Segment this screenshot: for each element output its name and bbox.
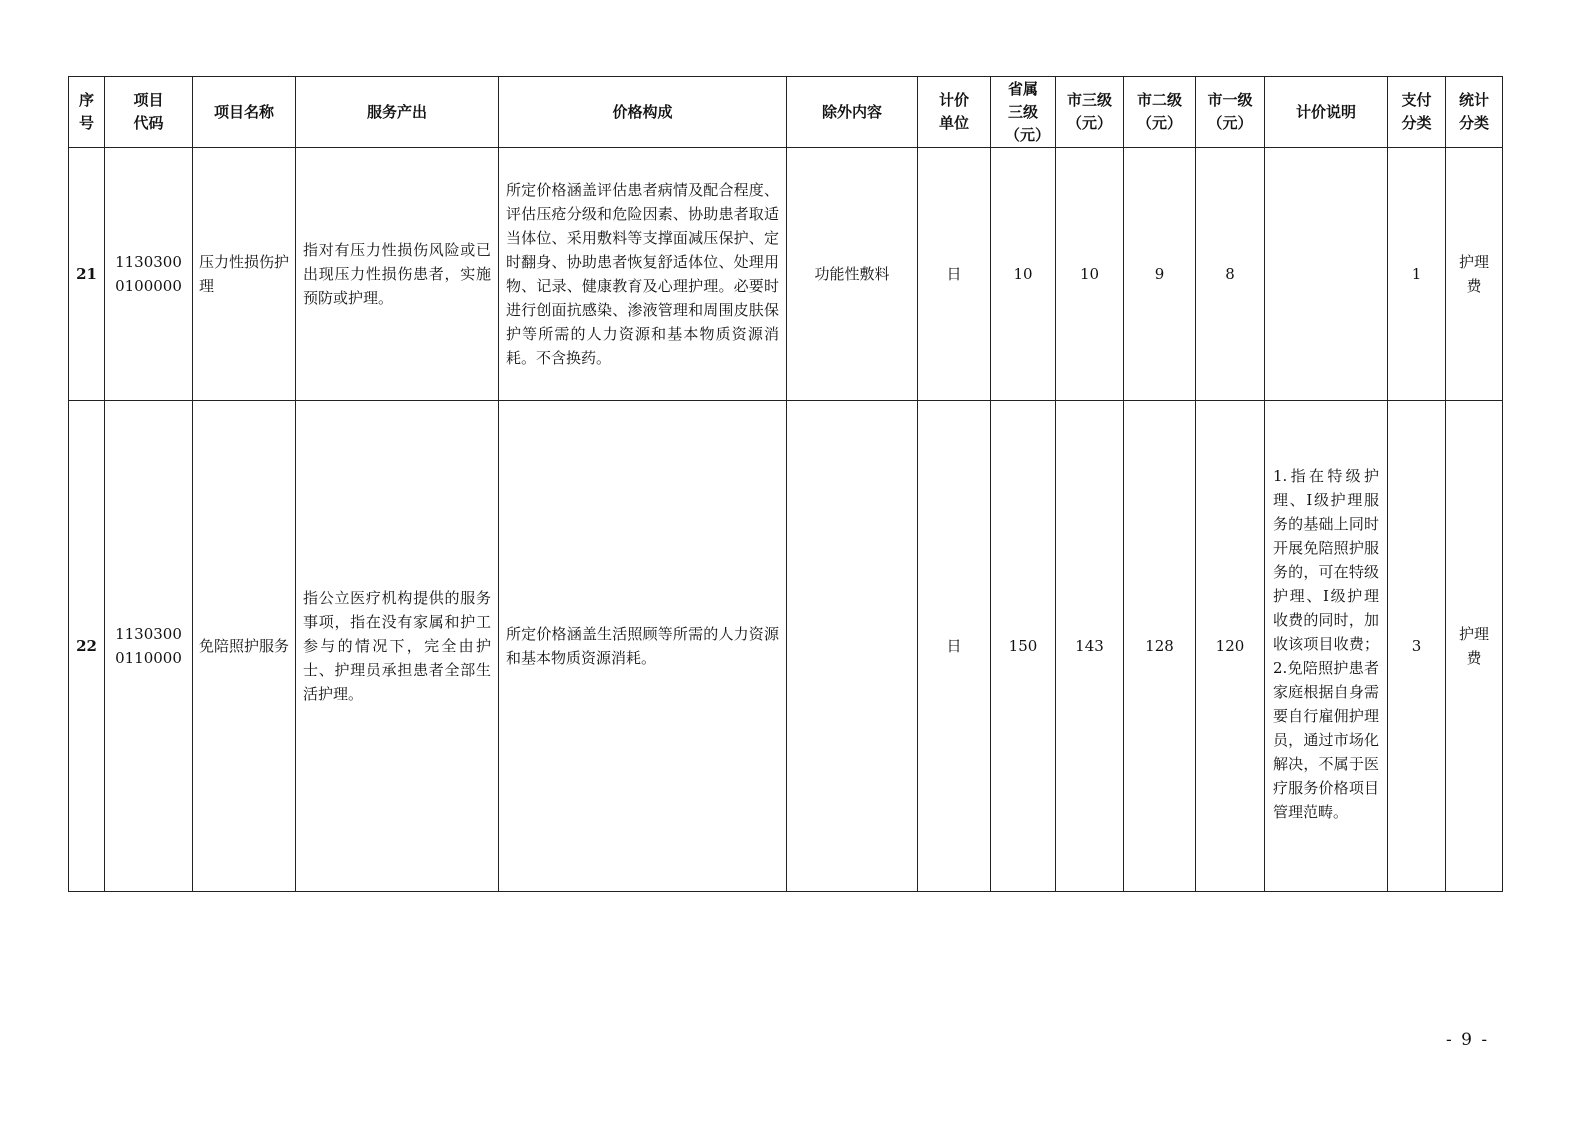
- header-pricing-note: 计价说明: [1265, 77, 1388, 148]
- cell-city-primary: 120: [1196, 401, 1265, 892]
- cell-exclusions: 功能性敷料: [787, 148, 918, 401]
- header-service-output: 服务产出: [296, 77, 499, 148]
- cell-provincial-tertiary: 150: [991, 401, 1056, 892]
- header-price-composition: 价格构成: [499, 77, 787, 148]
- cell-pricing-note: [1265, 148, 1388, 401]
- cell-service-output: 指对有压力性损伤风险或已出现压力性损伤患者，实施预防或护理。: [296, 148, 499, 401]
- header-code: 项目代码: [105, 77, 193, 148]
- header-unit: 计价单位: [918, 77, 991, 148]
- cell-price-composition: 所定价格涵盖评估患者病情及配合程度、评估压疮分级和危险因素、协助患者取适当体位、采用敷料等支撑面减压保护、定时翻身、协助患者恢复舒适体位、处理用物、记录、健康教育及心理护理。必要时进行创面抗感染、渗液管理和周围皮肤保护等所需的人力资源和基本物质资源消耗。不含换药。: [499, 148, 787, 401]
- cell-name: 压力性损伤护理: [193, 148, 296, 401]
- cell-city-primary: 8: [1196, 148, 1265, 401]
- header-statistics-category: 统计分类: [1446, 77, 1503, 148]
- header-payment-category: 支付分类: [1388, 77, 1446, 148]
- header-row: [69, 77, 1503, 148]
- cell-seq: 21: [69, 148, 105, 401]
- header-seq: 序号: [69, 77, 105, 148]
- cell-seq: 22: [69, 401, 105, 892]
- cell-city-secondary: 128: [1124, 401, 1196, 892]
- cell-city-secondary: 9: [1124, 148, 1196, 401]
- cell-statistics-category: 护理费: [1446, 148, 1503, 401]
- price-table: [68, 76, 1503, 892]
- cell-code: 11303000100000: [105, 148, 193, 401]
- cell-city-tertiary: 10: [1056, 148, 1124, 401]
- page-number: - 9 -: [1446, 1030, 1490, 1050]
- cell-code: 11303000110000: [105, 401, 193, 892]
- cell-price-composition: 所定价格涵盖生活照顾等所需的人力资源和基本物质资源消耗。: [499, 401, 787, 892]
- cell-exclusions: [787, 401, 918, 892]
- table-row: [69, 401, 1503, 892]
- table-row: [69, 148, 1503, 401]
- header-name: 项目名称: [193, 77, 296, 148]
- cell-pricing-note: 1.指在特级护理、I级护理服务的基础上同时开展免陪照护服务的，可在特级护理、I级护理收费的同时，加收该项目收费；2.免陪照护患者家庭根据自身需要自行雇佣护理员，通过市场化解决，不属于医疗服务价格项目管理范畴。: [1265, 401, 1388, 892]
- cell-payment-category: 3: [1388, 401, 1446, 892]
- cell-statistics-category: 护理费: [1446, 401, 1503, 892]
- cell-city-tertiary: 143: [1056, 401, 1124, 892]
- header-provincial-tertiary: 省属三级（元）: [991, 77, 1056, 148]
- cell-name: 免陪照护服务: [193, 401, 296, 892]
- cell-provincial-tertiary: 10: [991, 148, 1056, 401]
- header-city-secondary: 市二级（元）: [1124, 77, 1196, 148]
- header-exclusions: 除外内容: [787, 77, 918, 148]
- cell-service-output: 指公立医疗机构提供的服务事项，指在没有家属和护工参与的情况下，完全由护士、护理员承担患者全部生活护理。: [296, 401, 499, 892]
- header-city-primary: 市一级（元）: [1196, 77, 1265, 148]
- cell-unit: 日: [918, 148, 991, 401]
- cell-payment-category: 1: [1388, 148, 1446, 401]
- cell-unit: 日: [918, 401, 991, 892]
- header-city-tertiary: 市三级（元）: [1056, 77, 1124, 148]
